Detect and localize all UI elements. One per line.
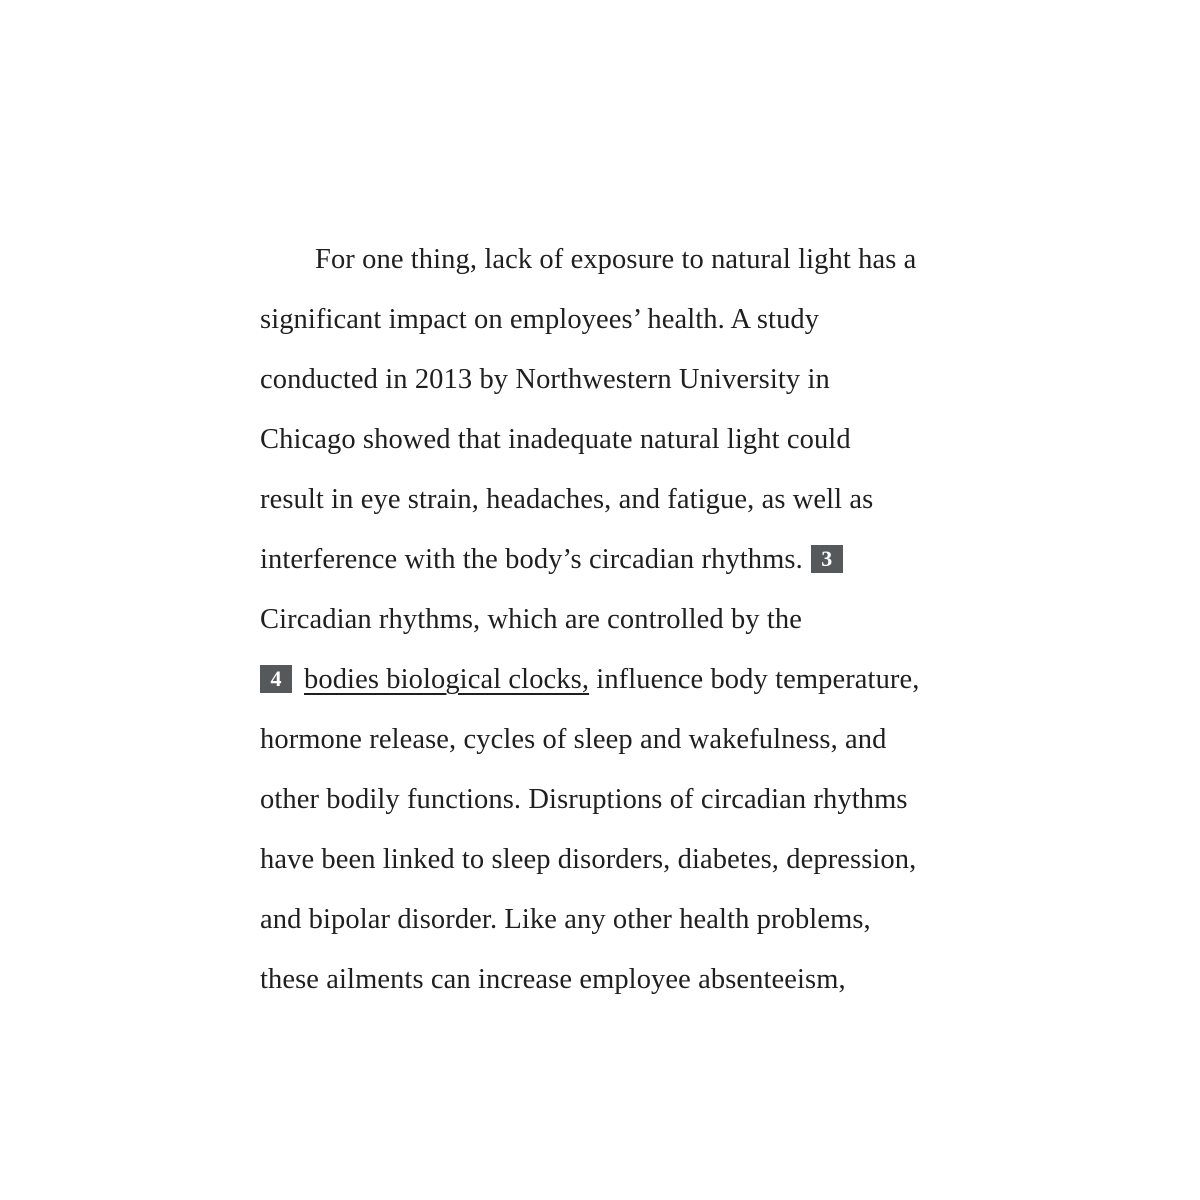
passage-line-4: Chicago showed that inadequate natural light could (260, 424, 851, 455)
passage-line-1: For one thing, lack of exposure to natural light has a (315, 244, 917, 275)
passage-line-11: have been linked to sleep disorders, diabetes, depression, (260, 844, 917, 875)
passage-line-12: and bipolar disorder. Like any other health problems, (260, 904, 871, 935)
question-marker-3[interactable]: 3 (811, 545, 843, 573)
question-marker-4[interactable]: 4 (260, 665, 292, 693)
passage-line-2: significant impact on employees’ health. A study (260, 304, 820, 335)
passage-line-6-text: interference with the body’s circadian rhythms. (260, 544, 803, 575)
passage-line-5: result in eye strain, headaches, and fatigue, as well as (260, 484, 874, 515)
passage-line-8-rest: influence body temperature, (589, 664, 920, 695)
underlined-phrase[interactable]: bodies biological clocks, (304, 664, 590, 695)
passage-line-3: conducted in 2013 by Northwestern University in (260, 364, 830, 395)
passage-line-7: Circadian rhythms, which are controlled by the (260, 604, 802, 635)
passage-line-13: these ailments can increase employee absenteeism, (260, 964, 846, 995)
passage-line-8 (260, 650, 920, 710)
passage-line-6 (260, 530, 843, 590)
passage-line-10: other bodily functions. Disruptions of circadian rhythms (260, 784, 908, 815)
passage-line-9: hormone release, cycles of sleep and wakefulness, and (260, 724, 887, 755)
